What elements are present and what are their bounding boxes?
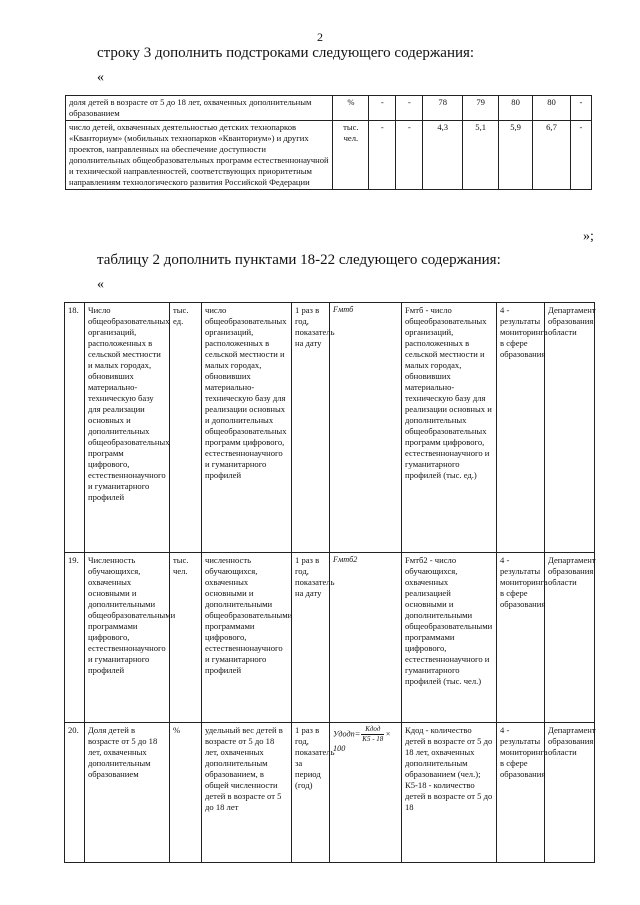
indicator-name: Численность обучающихся, охваченных основными и дополнительными общеобразовательными программами цифрового, естественнонаучного и гуманитарного профилей xyxy=(85,553,170,723)
value-cell: 80 xyxy=(499,96,533,121)
source-cell: 4 - результаты мониторинга в сфере образования xyxy=(497,723,545,863)
source-cell: 4 - результаты мониторинга в сфере образования xyxy=(497,303,545,553)
description-cell: Fмтб - число общеобразовательных организаций, расположенных в сельской местности и малых городах, обновивших материально-техническую базу для реализации основных и дополнительных общеобразовательных программ цифрового, естественнонаучного и гуманитарного профилей (тыс. ед.) xyxy=(402,303,497,553)
value-cell: 78 xyxy=(423,96,463,121)
responsible-cell: Департамент образования области xyxy=(545,723,595,863)
indicator-name: число детей, охваченных деятельностью детских технопарков «Кванториум» (мобильных технопарков «Кванториум») и других проектов, направленных на обеспечение доступности дополнительных общеобразовательных программ естественнонаучной и технической направленностей, соответствующих приоритетным направлениям технологического развития Российской Федерации xyxy=(66,121,333,190)
table-1 xyxy=(65,95,592,190)
unit-cell: % xyxy=(170,723,202,863)
value-cell: 79 xyxy=(463,96,499,121)
open-quote-2: « xyxy=(97,277,104,292)
open-quote-1: « xyxy=(97,70,104,85)
indicator-name: Число общеобразовательных организаций, расположенных в сельской местности и малых городах, обновивших материально-техническую базу для реализации основных и дополнительных общеобразовательных программ цифрового, естественнонаучного и гуманитарного профилей xyxy=(85,303,170,553)
row-number: 18. xyxy=(65,303,85,553)
formula-lhs: Удодп= xyxy=(333,729,361,739)
unit-cell: тыс. ед. xyxy=(170,303,202,553)
value-cell: - xyxy=(369,121,396,190)
responsible-cell: Департамент образования области xyxy=(545,553,595,723)
intro-line-2: таблицу 2 дополнить пунктами 18-22 следующего содержания: xyxy=(97,252,501,268)
value-cell: 5,9 xyxy=(499,121,533,190)
formula-numerator: Кдод xyxy=(361,725,384,735)
indicator-name: доля детей в возрасте от 5 до 18 лет, охваченных дополнительным образованием xyxy=(66,96,333,121)
value-cell: - xyxy=(396,96,423,121)
formula-cell: Fмтб xyxy=(330,303,402,553)
value-cell: - xyxy=(570,121,591,190)
unit-cell: тыс. чел. xyxy=(170,553,202,723)
period-cell: 1 раз в год, показатель на дату xyxy=(292,303,330,553)
unit-cell: тыс. чел. xyxy=(333,121,369,190)
intro-line-1: строку 3 дополнить подстроками следующего содержания: xyxy=(97,45,475,61)
indicator-name: Доля детей в возрасте от 5 до 18 лет, охваченных дополнительным образованием xyxy=(85,723,170,863)
row-number: 19. xyxy=(65,553,85,723)
formula-denominator: К5 - 18 xyxy=(362,734,384,743)
definition-cell: удельный вес детей в возрасте от 5 до 18 лет, охваченных дополнительным образованием, в общей численности детей в возрасте от 5 до 18 лет xyxy=(202,723,292,863)
table-row xyxy=(66,96,592,121)
page-number: 2 xyxy=(317,30,323,44)
value-cell: 5,1 xyxy=(463,121,499,190)
value-cell: 4,3 xyxy=(423,121,463,190)
value-cell: 80 xyxy=(533,96,571,121)
source-cell: 4 - результаты мониторинга в сфере образования xyxy=(497,553,545,723)
table-row xyxy=(66,121,592,190)
table-row xyxy=(65,723,595,863)
value-cell: - xyxy=(369,96,396,121)
table-2 xyxy=(64,302,595,863)
description-cell: Fмтб2 - число обучающихся, охваченных реализацией основными и дополнительными общеобразовательными программами цифрового, естественнонаучного и гуманитарного профилей (тыс. чел.) xyxy=(402,553,497,723)
description-cell: Кдод - количество детей в возрасте от 5 до 18 лет, охваченных дополнительным образованием (чел.); К5-18 - количество детей в возрасте от 5 до 18 xyxy=(402,723,497,863)
value-cell: - xyxy=(570,96,591,121)
formula-rhs: × 100 xyxy=(333,729,391,753)
formula-fraction xyxy=(361,725,384,744)
close-quote: »; xyxy=(583,229,594,244)
row-number: 20. xyxy=(65,723,85,863)
period-cell: 1 раз в год, показатель на дату xyxy=(292,553,330,723)
table-row xyxy=(65,303,595,553)
period-cell: 1 раз в год, показатель за период (год) xyxy=(292,723,330,863)
table-row xyxy=(65,553,595,723)
value-cell: - xyxy=(396,121,423,190)
definition-cell: численность обучающихся, охваченных основными и дополнительными общеобразовательными программами цифрового, естественнонаучного и гуманитарного профилей xyxy=(202,553,292,723)
value-cell: 6,7 xyxy=(533,121,571,190)
formula-cell xyxy=(330,723,402,863)
formula-cell: Fмтб2 xyxy=(330,553,402,723)
unit-cell: % xyxy=(333,96,369,121)
definition-cell: число общеобразовательных организаций, расположенных в сельской местности и малых городах, обновивших материально-техническую базу для реализации основных и дополнительных общеобразовательных программ цифрового, естественнонаучного и гуманитарного профилей xyxy=(202,303,292,553)
responsible-cell: Департамент образования области xyxy=(545,303,595,553)
